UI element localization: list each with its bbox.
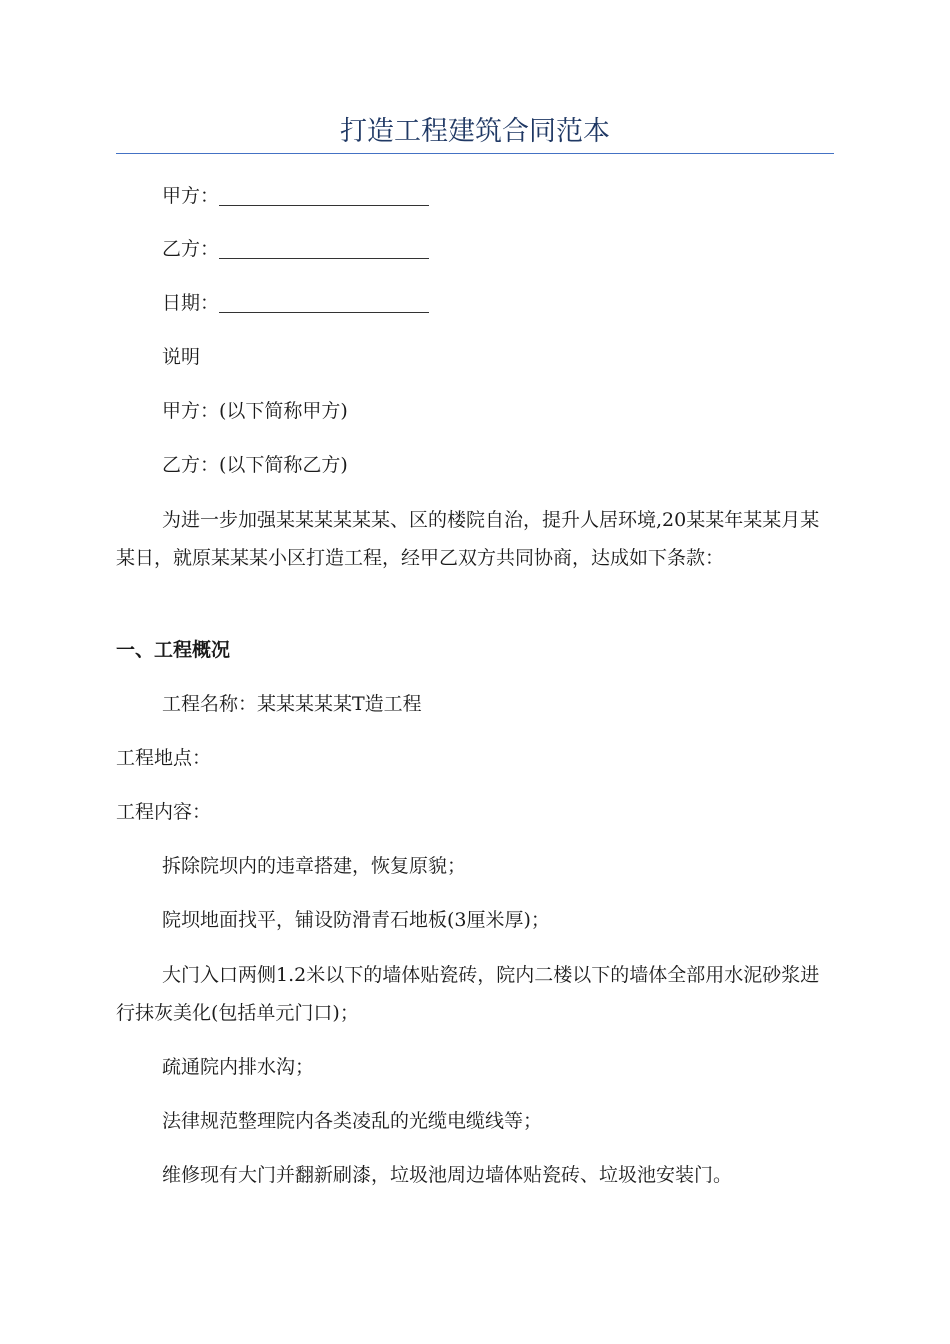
party-a-abbreviation: 甲方：(以下简称甲方) — [162, 400, 348, 422]
section-heading: 一、工程概况 — [116, 639, 231, 661]
party-b-field — [162, 234, 429, 264]
party-b-label: 乙方： — [162, 238, 220, 260]
party-a-label: 甲方： — [162, 185, 220, 207]
content-item: 维修现有大门并翻新刷漆，垃圾池周边墙体贴瓷砖、垃圾池安装门。 — [162, 1164, 733, 1186]
party-a-field — [162, 181, 429, 211]
content-item: 疏通院内排水沟； — [162, 1056, 315, 1078]
date-field — [162, 288, 429, 318]
content-item: 大门入口两侧1.2米以下的墙体贴瓷砖，院内二楼以下的墙体全部用水泥砂浆进行抹灰美化(包括单元门口)； — [116, 964, 820, 1024]
title-underline — [116, 153, 834, 154]
date-blank[interactable] — [219, 292, 429, 313]
project-name: 工程名称：某某某某某T造工程 — [162, 693, 422, 715]
project-content: 工程内容： — [116, 801, 212, 823]
note-label: 说明 — [162, 346, 201, 368]
party-a-blank[interactable] — [219, 185, 429, 206]
party-b-abbreviation: 乙方：(以下简称乙方) — [162, 454, 348, 476]
content-item: 拆除院坝内的违章搭建，恢复原貌； — [162, 855, 467, 877]
document-title: 打造工程建筑合同范本 — [340, 116, 610, 147]
party-b-blank[interactable] — [219, 238, 429, 259]
date-label: 日期： — [162, 292, 220, 314]
project-location: 工程地点： — [116, 747, 212, 769]
content-item: 院坝地面找平，铺设防滑青石地板(3厘米厚)； — [162, 909, 550, 931]
intro-paragraph: 为进一步加强某某某某某某、区的楼院自治，提升人居环境,20某某年某某月某某日，就原某某某小区打造工程，经甲乙双方共同协商，达成如下条款： — [116, 509, 820, 569]
content-item: 法律规范整理院内各类凌乱的光缆电缆线等； — [162, 1110, 543, 1132]
